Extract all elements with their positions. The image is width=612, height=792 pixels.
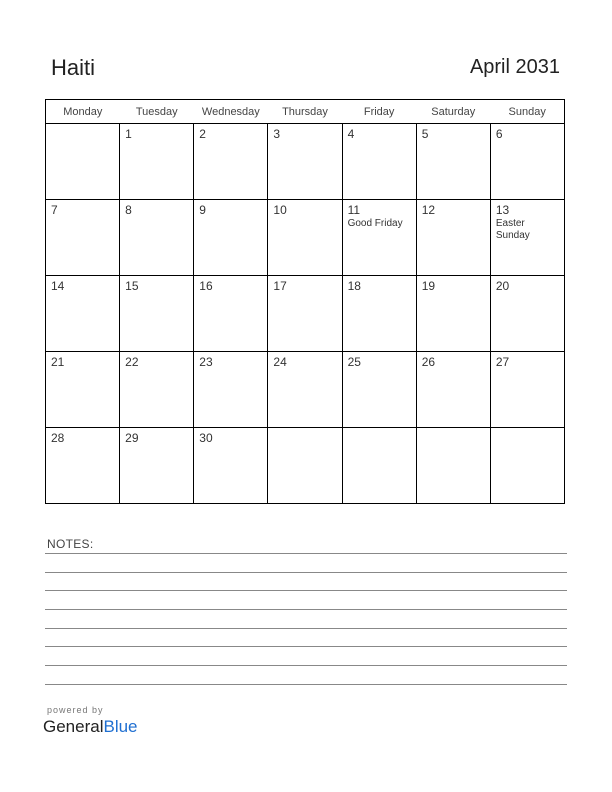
day-number: 25 (347, 355, 361, 369)
notes-label: NOTES: (47, 537, 94, 551)
day-cell (416, 428, 490, 504)
day-cell (416, 124, 490, 200)
day-cell (342, 200, 416, 276)
day-number: 13 (495, 203, 510, 217)
day-number: 1 (125, 127, 132, 141)
day-cell (46, 428, 120, 504)
weekday-header: Monday (46, 100, 120, 124)
day-number: 11 (347, 203, 361, 217)
day-cell (268, 124, 342, 200)
day-number: 26 (421, 355, 436, 369)
weekday-header: Sunday (490, 100, 564, 124)
day-number: 12 (421, 203, 436, 217)
day-cell (268, 200, 342, 276)
day-cell (490, 428, 564, 504)
day-number: 4 (347, 127, 355, 141)
day-cell (342, 428, 416, 504)
day-number: 16 (199, 279, 213, 293)
day-cell (416, 200, 490, 276)
day-number: 2 (199, 127, 206, 141)
day-number: 14 (51, 279, 65, 293)
day-number: 27 (495, 355, 510, 369)
weekday-header: Wednesday (194, 100, 268, 124)
day-number: 20 (495, 279, 510, 293)
notes-line (45, 628, 567, 629)
brand-logo-part1: General (43, 717, 104, 736)
day-cell (490, 352, 564, 428)
day-number: 21 (51, 355, 65, 369)
day-cell (46, 124, 120, 200)
day-cell (194, 352, 268, 428)
notes-line (45, 590, 567, 591)
day-cell (46, 200, 120, 276)
brand-logo (43, 717, 138, 737)
country-title: Haiti (51, 55, 96, 80)
holiday-label: Easter Sunday (495, 218, 530, 241)
day-number: 6 (495, 127, 503, 141)
day-number: 22 (125, 355, 139, 369)
day-cell (120, 428, 194, 504)
day-number: 30 (199, 431, 213, 445)
day-number: 8 (125, 203, 132, 217)
day-cell (46, 276, 120, 352)
week-row (46, 200, 565, 276)
day-cell (46, 352, 120, 428)
weekday-header: Tuesday (120, 100, 194, 124)
week-row (46, 352, 565, 428)
notes-line (45, 646, 567, 647)
day-cell (342, 276, 416, 352)
weekday-header: Thursday (268, 100, 342, 124)
day-number: 28 (51, 431, 65, 445)
calendar-grid (45, 99, 565, 504)
day-cell (490, 200, 564, 276)
week-row (46, 124, 565, 200)
day-cell (194, 200, 268, 276)
day-cell (194, 276, 268, 352)
day-number: 17 (273, 279, 287, 293)
week-row (46, 428, 565, 504)
day-number: 10 (273, 203, 287, 217)
day-number: 3 (273, 127, 281, 141)
day-number: 18 (347, 279, 361, 293)
day-cell (120, 352, 194, 428)
day-number: 23 (199, 355, 213, 369)
day-cell (194, 124, 268, 200)
week-row (46, 276, 565, 352)
day-cell (120, 276, 194, 352)
weekday-header: Saturday (416, 100, 490, 124)
notes-line (45, 553, 567, 554)
day-number: 9 (199, 203, 206, 217)
day-cell (342, 124, 416, 200)
day-cell (416, 352, 490, 428)
day-cell (268, 352, 342, 428)
powered-by-text: powered by (47, 705, 104, 715)
brand-logo-part2: Blue (103, 717, 138, 736)
day-number: 29 (125, 431, 139, 445)
day-cell (120, 200, 194, 276)
day-number: 15 (125, 279, 139, 293)
day-number: 24 (273, 355, 287, 369)
day-cell (416, 276, 490, 352)
day-number: 19 (421, 279, 436, 293)
notes-line (45, 572, 567, 573)
notes-line (45, 684, 567, 685)
day-cell (342, 352, 416, 428)
notes-line (45, 609, 567, 610)
day-number: 5 (421, 127, 429, 141)
holiday-label: Good Friday (347, 218, 403, 229)
day-number: 7 (51, 203, 58, 217)
notes-line (45, 665, 567, 666)
day-cell (490, 124, 564, 200)
day-cell (268, 428, 342, 504)
month-year-title: April 2031 (469, 56, 560, 78)
day-cell (490, 276, 564, 352)
day-cell (120, 124, 194, 200)
day-cell (268, 276, 342, 352)
weekday-header: Friday (342, 100, 416, 124)
weekday-header-row (46, 100, 565, 124)
day-cell (194, 428, 268, 504)
